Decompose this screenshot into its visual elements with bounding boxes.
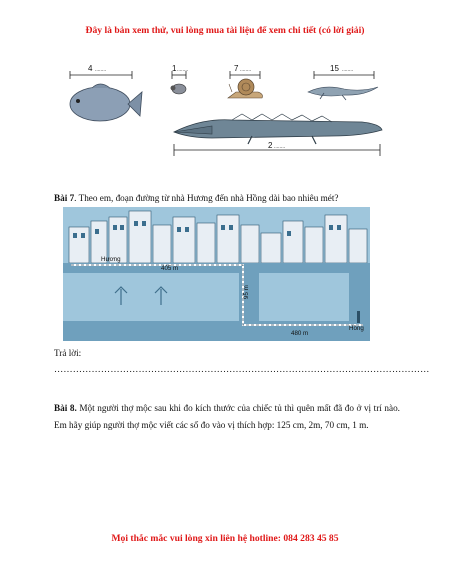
crocodile-length-blank: ........ bbox=[274, 144, 286, 150]
exercise-7 bbox=[54, 190, 414, 207]
person-icon bbox=[357, 311, 360, 323]
hotline-footer: Mọi thắc mắc vui lòng xin liên hệ hotline: 084 283 45 85 bbox=[111, 533, 339, 544]
fish-length-label: 4 bbox=[88, 64, 93, 73]
lizard-length-blank: ........ bbox=[342, 67, 354, 73]
exercise-8-text: Một người thợ mộc sau khi đo kích thước của chiếc tủ thì quên mất đã đo ở vị trí nào. Em hãy giúp người thợ mộc viết các số đo vào vị thích hợp: 125 cm, 2m, 70 cm, 1 m. bbox=[54, 403, 400, 430]
exercise-8-title: Bài 8. bbox=[54, 403, 77, 413]
snail-length-label: 7 bbox=[234, 64, 239, 73]
exercise-7-title: Bài 7 bbox=[54, 193, 75, 203]
exercise-7-question: . Theo em, đoạn đường từ nhà Hương đến nhà Hồng dài bao nhiêu mét? bbox=[74, 193, 339, 203]
lizard-icon bbox=[308, 87, 378, 100]
preview-banner: Đây là bản xem thử, vui lòng mua tài liệu để xem chi tiết (có lời giải) bbox=[85, 25, 365, 36]
exercise-8 bbox=[54, 400, 400, 434]
snail-icon bbox=[228, 79, 263, 98]
lizard-length-label: 15 bbox=[330, 64, 339, 73]
hong-house-label: Hồng bbox=[349, 325, 364, 332]
street-distance-figure bbox=[63, 207, 370, 341]
top-distance-label: 405 m bbox=[161, 265, 179, 272]
answer-dotted-line: ………………………………………………………………………………………………………… bbox=[54, 364, 430, 374]
crocodile-icon bbox=[174, 114, 382, 144]
fish-length-blank: ........ bbox=[95, 67, 107, 73]
answer-label: Trả lời: bbox=[54, 348, 82, 358]
fish-icon bbox=[70, 84, 142, 121]
snail-length-blank: ........ bbox=[240, 67, 252, 73]
animals-length-figure bbox=[62, 56, 384, 164]
bug-length-blank: ........ bbox=[177, 67, 189, 73]
huong-house-label: Hương bbox=[101, 256, 121, 263]
bottom-distance-label: 480 m bbox=[291, 330, 309, 337]
crocodile-length-label: 2 bbox=[268, 141, 273, 150]
bug-length-label: 1 bbox=[172, 64, 177, 73]
bug-icon bbox=[171, 84, 187, 94]
vertical-distance-label: 95 m bbox=[243, 285, 250, 299]
